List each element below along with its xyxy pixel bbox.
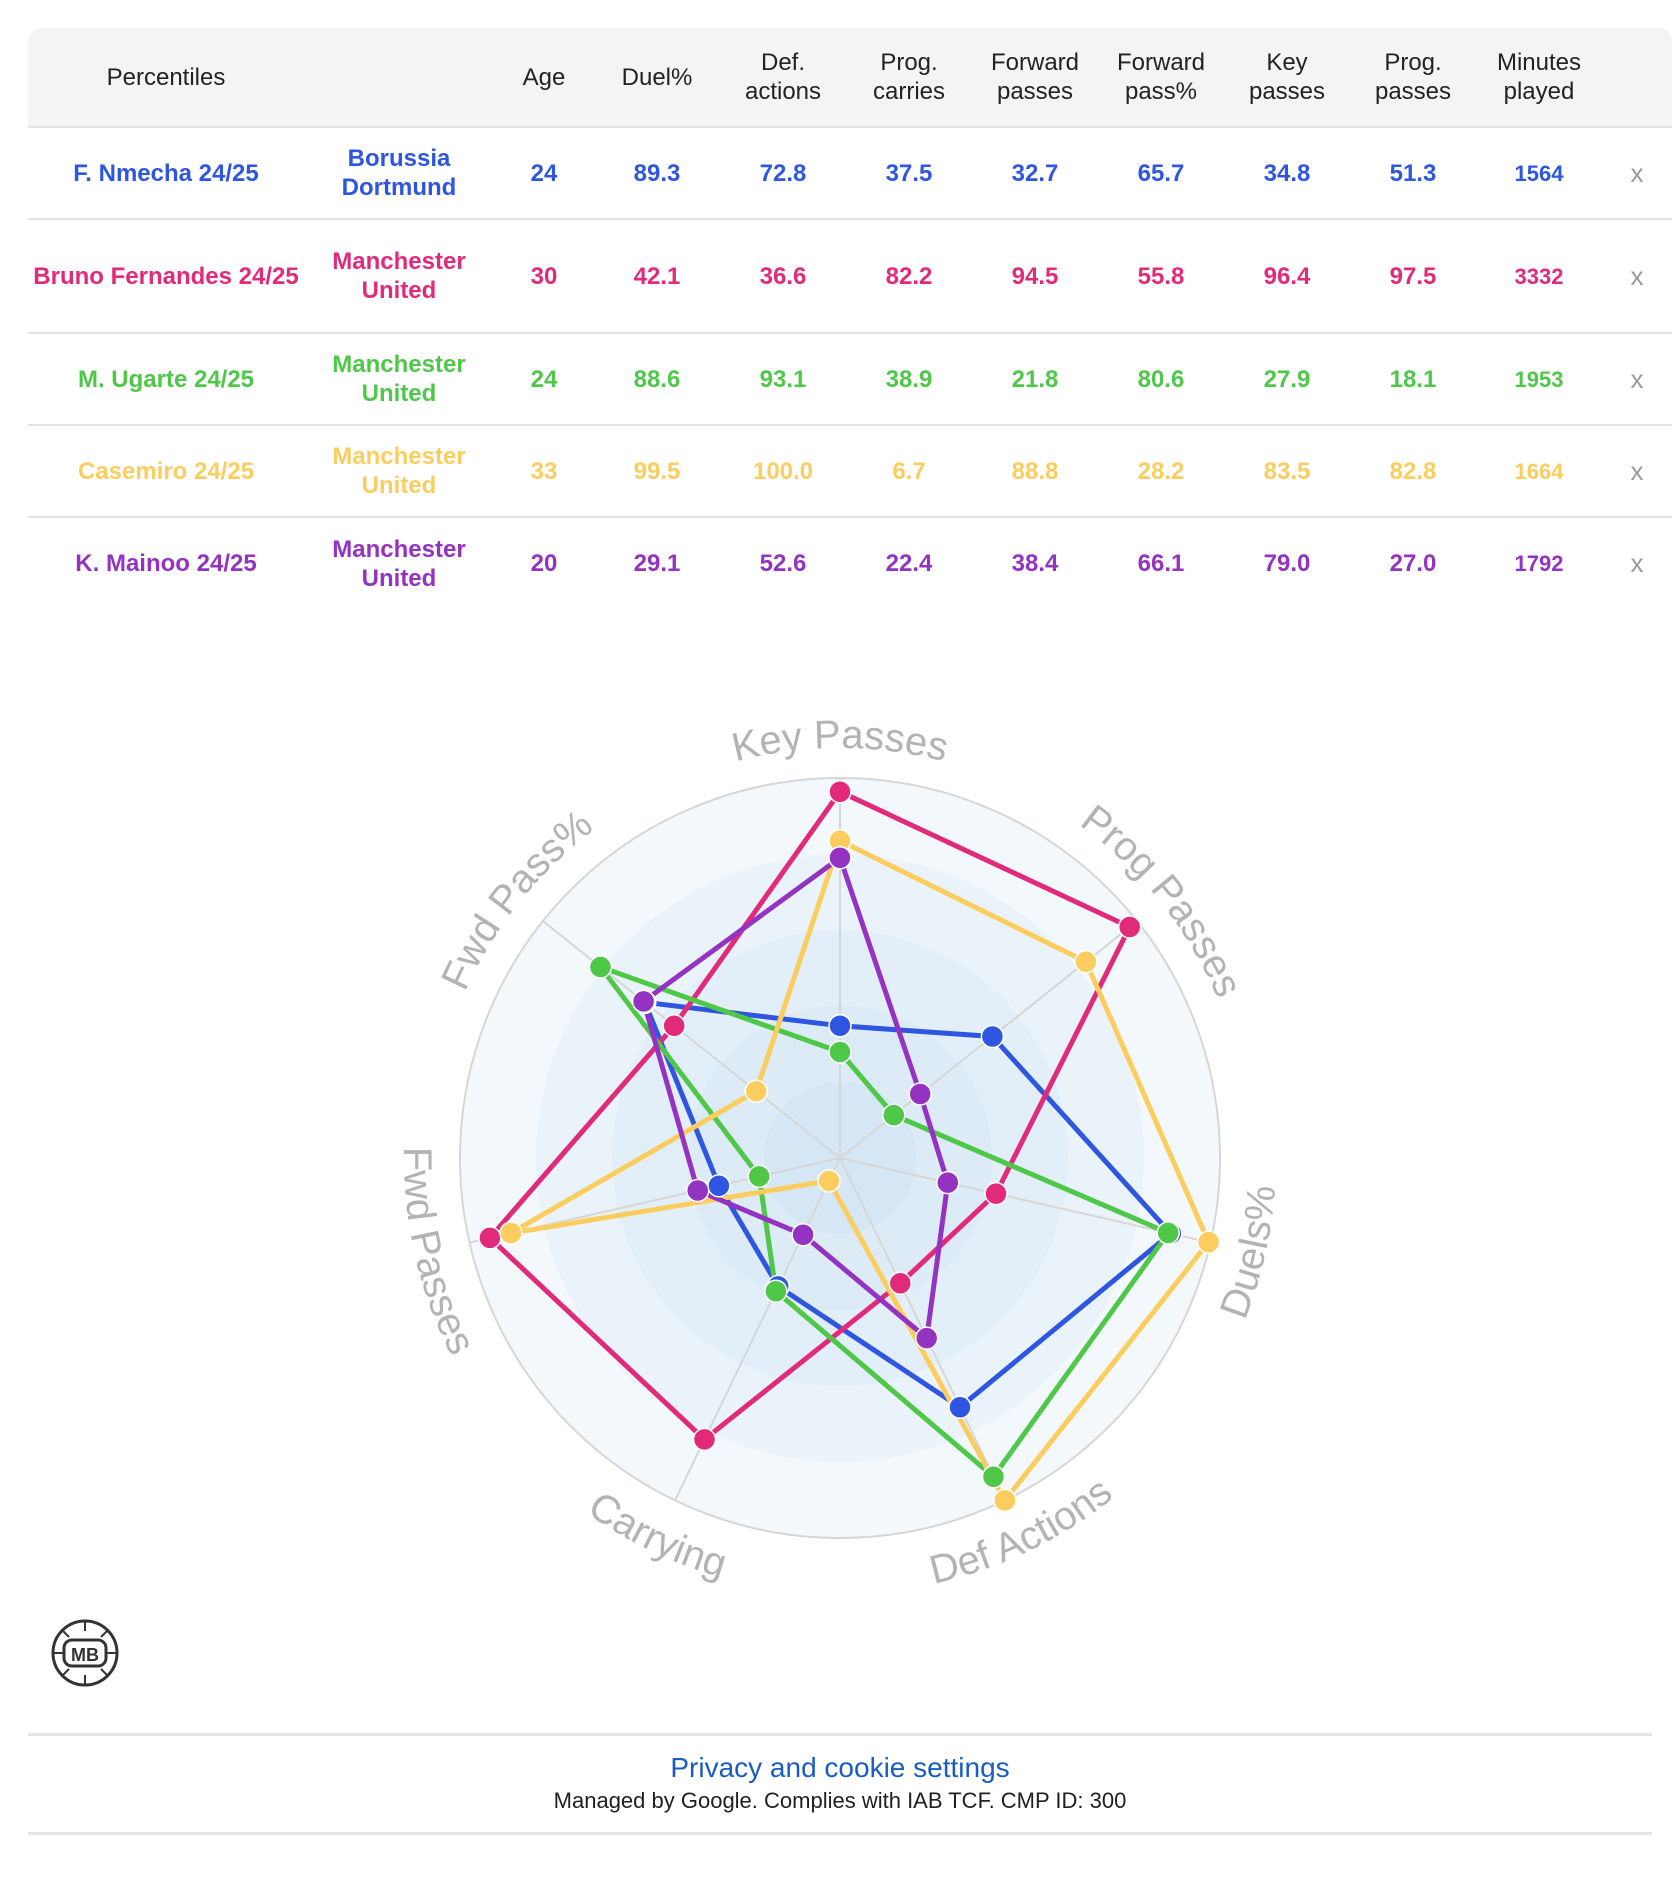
- series-point-1: [985, 1183, 1007, 1205]
- team-name: Manchester United: [304, 219, 494, 333]
- series-point-0: [949, 1396, 971, 1418]
- column-header-8: Key passes: [1224, 28, 1350, 127]
- series-point-3: [745, 1080, 767, 1102]
- stat-cell-8: 96.4: [1224, 219, 1350, 333]
- consent-footer: [28, 1733, 1652, 1835]
- stat-cell-4: 36.6: [720, 219, 846, 333]
- team-name: Borussia Dortmund: [304, 127, 494, 219]
- series-point-1: [479, 1227, 501, 1249]
- series-point-2: [748, 1165, 770, 1187]
- stat-cell-5: 38.9: [846, 333, 972, 425]
- stat-cell-9: 97.5: [1350, 219, 1476, 333]
- series-point-4: [909, 1083, 931, 1105]
- series-point-4: [633, 990, 655, 1012]
- axis-label: [1212, 1183, 1285, 1324]
- axis-label-text: Fwd Passes: [394, 1146, 484, 1362]
- remove-player-button[interactable]: x: [1602, 219, 1672, 333]
- axis-label-text: Prog Passes: [1073, 796, 1251, 1004]
- team-name: Manchester United: [332, 535, 466, 592]
- series-point-1: [694, 1428, 716, 1450]
- series-point-0: [708, 1175, 730, 1197]
- stat-cell-4: 52.6: [759, 550, 807, 577]
- stat-cell-2: 33: [494, 425, 594, 517]
- stat-cell-6: 21.8: [972, 333, 1098, 425]
- column-header-10: Minutes played: [1476, 28, 1602, 127]
- axis-label-text: Def Actions: [925, 1469, 1121, 1593]
- stat-cell-7: 80.6: [1098, 333, 1224, 425]
- remove-player-button[interactable]: x: [1602, 127, 1672, 219]
- stat-cell-5: 82.2: [846, 219, 972, 333]
- series-point-3: [818, 1170, 840, 1192]
- stat-cell-7: 28.2: [1098, 425, 1224, 517]
- stat-cell-3: 99.5: [594, 425, 720, 517]
- player-name: M. Ugarte 24/25: [28, 333, 304, 425]
- series-point-4: [916, 1327, 938, 1349]
- stat-cell-6: 32.7: [972, 127, 1098, 219]
- series-point-2: [1157, 1222, 1179, 1244]
- remove-player-button[interactable]: x: [1602, 333, 1672, 425]
- stat-cell-2: 20: [530, 550, 558, 577]
- mb-logo: [50, 1618, 120, 1688]
- stat-cell-2: 30: [494, 219, 594, 333]
- series-point-1: [889, 1272, 911, 1294]
- series-point-4: [687, 1180, 709, 1202]
- stat-cell-8: 27.9: [1224, 333, 1350, 425]
- stat-cell-8: 34.8: [1224, 127, 1350, 219]
- stat-cell-6: 88.8: [972, 425, 1098, 517]
- stat-cell-2: 24: [494, 127, 594, 219]
- player-name: Casemiro 24/25: [28, 425, 304, 517]
- stat-cell-4: 93.1: [720, 333, 846, 425]
- stat-cell-9: 18.1: [1350, 333, 1476, 425]
- stat-cell-3: 89.3: [594, 127, 720, 219]
- remove-player-button[interactable]: x: [1602, 425, 1672, 517]
- stat-cell-4: 72.8: [720, 127, 846, 219]
- player-name: K. Mainoo 24/25: [75, 550, 257, 577]
- series-point-2: [765, 1280, 787, 1302]
- column-header-9: Prog. passes: [1350, 28, 1476, 127]
- series-point-1: [663, 1015, 685, 1037]
- player-name: F. Nmecha 24/25: [28, 127, 304, 219]
- series-point-3: [1198, 1231, 1220, 1253]
- series-point-2: [883, 1104, 905, 1126]
- stat-cell-6: 38.4: [1011, 550, 1059, 577]
- stat-cell-10: 3332: [1476, 219, 1602, 333]
- series-point-4: [792, 1224, 814, 1246]
- column-header-3: Duel%: [594, 28, 720, 127]
- series-point-1: [1119, 916, 1141, 938]
- stat-cell-7: 66.1: [1137, 550, 1185, 577]
- column-header-5: Prog. carries: [846, 28, 972, 127]
- player-name: Bruno Fernandes 24/25: [28, 219, 304, 333]
- stat-cell-8: 79.0: [1263, 550, 1311, 577]
- series-point-4: [829, 847, 851, 869]
- logo-text: MB: [71, 1645, 99, 1665]
- team-name: Manchester United: [304, 425, 494, 517]
- stat-cell-3: 88.6: [594, 333, 720, 425]
- stat-cell-2: 24: [494, 333, 594, 425]
- remove-player-button[interactable]: x: [1630, 548, 1644, 578]
- series-point-2: [590, 956, 612, 978]
- consent-note: Managed by Google. Complies with IAB TCF. CMP ID: 300: [553, 1788, 1127, 1813]
- column-header-2: Age: [494, 28, 594, 127]
- series-point-0: [829, 1015, 851, 1037]
- stat-cell-4: 100.0: [720, 425, 846, 517]
- stat-cell-3: 42.1: [594, 219, 720, 333]
- series-point-1: [829, 781, 851, 803]
- axis-label: [728, 713, 953, 770]
- column-header-0: Percentiles: [28, 28, 304, 127]
- column-header-4: Def. actions: [720, 28, 846, 127]
- series-point-2: [829, 1041, 851, 1063]
- column-header-7: Forward pass%: [1098, 28, 1224, 127]
- axis-label-text: Carrying: [580, 1483, 732, 1587]
- stat-cell-9: 51.3: [1350, 127, 1476, 219]
- axis-label-text: Key Passes: [727, 712, 953, 771]
- stat-cell-10: 1953: [1476, 333, 1602, 425]
- team-name: Manchester United: [304, 333, 494, 425]
- stat-cell-9: 27.0: [1389, 550, 1437, 577]
- stat-cell-8: 83.5: [1224, 425, 1350, 517]
- series-point-3: [1075, 951, 1097, 973]
- stat-cell-5: 6.7: [846, 425, 972, 517]
- stat-cell-6: 94.5: [972, 219, 1098, 333]
- series-point-2: [983, 1466, 1005, 1488]
- axis-label-text: Fwd Pass%: [433, 801, 601, 997]
- privacy-settings-link[interactable]: Privacy and cookie settings: [670, 1752, 1010, 1783]
- stat-cell-10: 1564: [1476, 127, 1602, 219]
- series-point-0: [981, 1026, 1003, 1048]
- stat-cell-5: 37.5: [846, 127, 972, 219]
- stat-cell-10: 1664: [1476, 425, 1602, 517]
- stat-cell-5: 22.4: [885, 550, 933, 577]
- stat-cell-9: 82.8: [1350, 425, 1476, 517]
- stat-cell-10: 1792: [1514, 551, 1564, 576]
- stat-cell-7: 65.7: [1098, 127, 1224, 219]
- column-header-6: Forward passes: [972, 28, 1098, 127]
- stat-cell-7: 55.8: [1098, 219, 1224, 333]
- stat-cell-3: 29.1: [633, 550, 681, 577]
- series-point-3: [994, 1489, 1016, 1511]
- series-point-4: [937, 1172, 959, 1194]
- axis-label-text: Duels%: [1211, 1183, 1285, 1324]
- series-point-3: [500, 1222, 522, 1244]
